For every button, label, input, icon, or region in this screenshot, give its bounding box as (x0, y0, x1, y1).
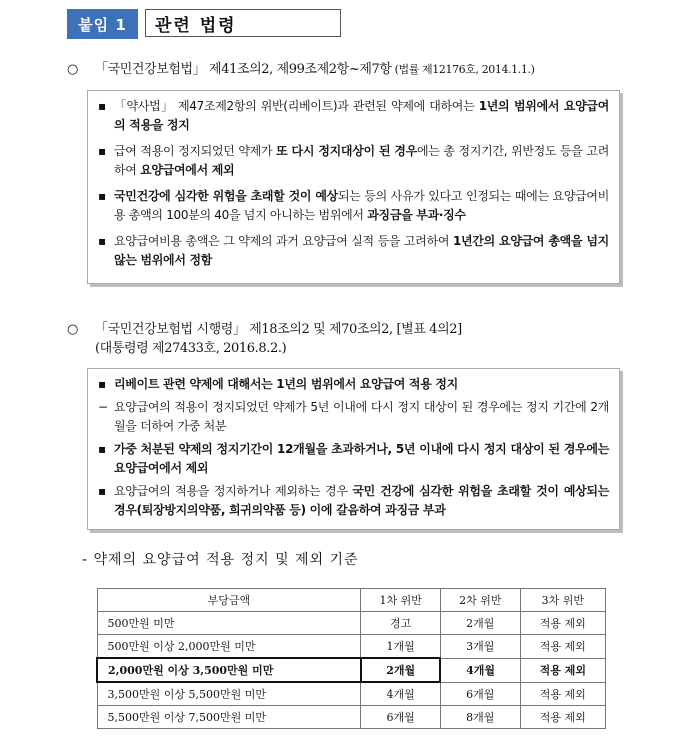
criteria-title: - 약제의 요양급여 적용 정지 및 제외 기준 (82, 552, 359, 568)
table-row (97, 658, 606, 682)
section1-heading (67, 58, 534, 77)
table-cell: 적용 제외 (520, 658, 605, 682)
table-cell: 500만원 이상 2,000만원 미만 (97, 635, 361, 659)
item-text: 에는 총 정지기간, 위반정도 등을 고려하여 (114, 144, 609, 177)
table-cell: 적용 제외 (520, 682, 605, 706)
section2-ref: (대통령령 제27433호, 2016.8.2.) (95, 341, 287, 356)
item-text: 요양급여의 적용이 정지되었던 약제가 5년 이내에 다시 정지 대상이 된 경우에는 정지 기간에 2개월을 더하여 가중 처분 (114, 400, 609, 433)
list-item (98, 142, 609, 180)
section1-box (87, 90, 620, 284)
item-text: 되는 등의 사유가 있다고 인정되는 때에는 요양급여비용 총액의 100분의 40을 넘지 아니하는 범위에서 (114, 189, 609, 222)
list-item (98, 440, 609, 478)
table-cell: 3,500만원 이상 5,500만원 미만 (97, 682, 361, 706)
table-cell: 6개월 (440, 682, 520, 706)
section1-law: 「국민건강보험법」 제41조의2, 제99조제2항~제7항 (95, 62, 392, 77)
table-cell: 2개월 (440, 612, 520, 635)
item-text: 또 다시 정지대상이 된 경우 (276, 144, 418, 158)
table-cell: 8개월 (440, 706, 520, 729)
bullet-mark: ▪ (98, 189, 106, 203)
table-header-cell: 3차 위반 (520, 589, 605, 612)
item-text: 국민 건강에 심각한 위험을 초래할 것이 예상되는 경우(퇴장방지의약품, 희귀의약품 등) 이에 갈음하여 과징금 부과 (114, 484, 610, 517)
item-text: 1년간의 요양급여 총액을 넘지 않는 범위에서 정함 (114, 234, 609, 267)
bullet-mark: ▪ (98, 484, 106, 498)
bullet-mark: ▪ (98, 99, 106, 113)
section2-law: 「국민건강보험법 시행령」 제18조의2 및 제70조의2, [별표 4의2] (95, 322, 462, 337)
list-item (98, 398, 609, 436)
table-cell: 6개월 (361, 706, 441, 729)
list-item (98, 187, 609, 225)
table-cell: 3개월 (440, 635, 520, 659)
item-text: 급여 적용이 정지되었던 약제가 (114, 144, 277, 158)
criteria-table (96, 588, 606, 729)
section1-ref: (법률 제12176호, 2014.1.1.) (391, 63, 535, 76)
item-text: 1년의 범위에서 요양급여의 적용을 정지 (114, 99, 609, 132)
section2-box (87, 368, 620, 530)
table-cell: 적용 제외 (520, 706, 605, 729)
table-row (97, 682, 606, 706)
item-text: 「약사법」 제47조제2항의 위반(리베이트)과 관련된 약제에 대하여는 (114, 99, 479, 113)
table-row (97, 706, 606, 729)
table-header-cell: 부당금액 (97, 589, 361, 612)
annex-header (67, 9, 341, 39)
annex-badge: 붙임 1 (67, 9, 138, 39)
item-text: 과징금을 부과·징수 (367, 208, 466, 222)
table-header-cell: 2차 위반 (440, 589, 520, 612)
bullet-mark: ▪ (98, 442, 106, 456)
item-text: 가중 처분된 약제의 정지기간이 12개월을 초과하거나, 5년 이내에 다시 정지 대상이 된 경우에는 요양급여에서 제외 (114, 442, 609, 475)
section2-heading (67, 318, 462, 337)
table-cell: 500만원 미만 (97, 612, 361, 635)
list-item (98, 375, 609, 394)
item-text: 요양급여의 적용을 정지하거나 제외하는 경우 (114, 484, 353, 498)
table-row (97, 635, 606, 659)
table-header-cell: 1차 위반 (361, 589, 441, 612)
table-cell: 2개월 (361, 658, 441, 682)
circle-bullet: ○ (67, 62, 78, 77)
table-cell: 2,000만원 이상 3,500만원 미만 (97, 658, 361, 682)
item-text: 리베이트 관련 약제에 대해서는 1년의 범위에서 요양급여 적용 정지 (114, 377, 458, 391)
bullet-mark: ▪ (98, 144, 106, 158)
table-row (97, 612, 606, 635)
table-cell: 적용 제외 (520, 612, 605, 635)
table-cell: 1개월 (361, 635, 441, 659)
table-cell: 적용 제외 (520, 635, 605, 659)
list-item (98, 482, 609, 520)
list-item (98, 232, 609, 270)
table-cell: 5,500만원 이상 7,500만원 미만 (97, 706, 361, 729)
table-header-row (97, 589, 606, 612)
circle-bullet: ○ (67, 322, 78, 337)
table-cell: 경고 (361, 612, 441, 635)
list-item (98, 97, 609, 135)
bullet-mark: − (98, 400, 108, 414)
bullet-mark: ▪ (98, 234, 106, 248)
item-text: 국민건강에 심각한 위험을 초래할 것이 예상 (114, 189, 338, 203)
table-cell: 4개월 (440, 658, 520, 682)
bullet-mark: ▪ (98, 377, 106, 391)
item-text: 요양급여비용 총액은 그 약제의 과거 요양급여 실적 등을 고려하여 (114, 234, 453, 248)
annex-title: 관련 법령 (145, 9, 341, 37)
table-cell: 4개월 (361, 682, 441, 706)
item-text: 요양급여에서 제외 (140, 163, 235, 177)
